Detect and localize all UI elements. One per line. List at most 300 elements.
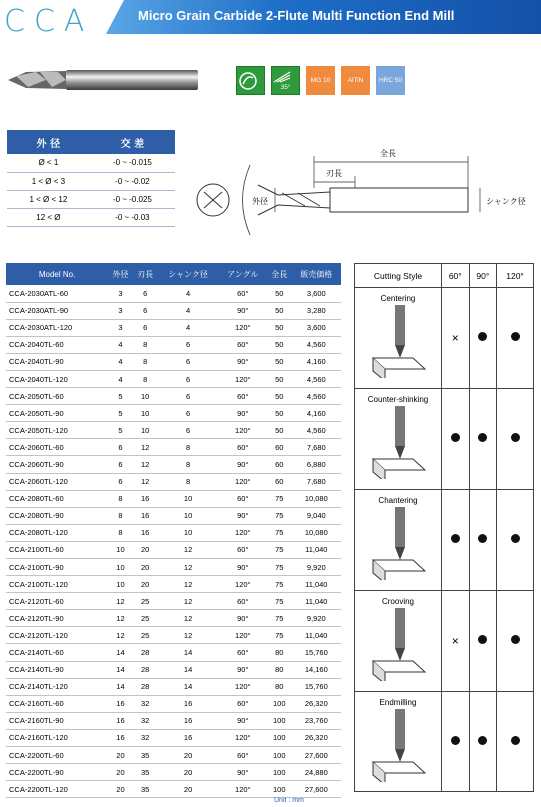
table-cell: 10: [108, 541, 133, 558]
model-number: CCA-2050TL-60: [6, 388, 108, 405]
table-cell: 120°: [219, 781, 267, 798]
table-cell: 80: [267, 678, 292, 695]
model-number: CCA-2200TL-90: [6, 764, 108, 781]
table-cell: 28: [133, 661, 158, 678]
model-number: CCA-2030ATL-120: [6, 319, 108, 336]
table-cell: 9,040: [292, 507, 341, 524]
table-cell: 3: [108, 285, 133, 302]
unit-label: Unit : mm: [274, 797, 304, 804]
table-cell: 10: [133, 405, 158, 422]
model-number: CCA-2140TL-120: [6, 678, 108, 695]
table-cell: 75: [267, 559, 292, 576]
column-header: 全長: [267, 263, 292, 285]
table-cell: 4,160: [292, 353, 341, 370]
table-cell: 14: [108, 678, 133, 695]
table-row: [6, 559, 341, 576]
compatibility-cell: [442, 388, 470, 489]
table-row: [355, 489, 534, 590]
cutting-style-label: Counter-shinking: [367, 394, 429, 404]
model-number: CCA-2160TL-120: [6, 729, 108, 746]
table-row: [355, 590, 534, 691]
model-number: CCA-2120TL-120: [6, 627, 108, 644]
table-cell: 75: [267, 576, 292, 593]
table-row: [355, 288, 534, 389]
table-cell: 50: [267, 405, 292, 422]
table-cell: 100: [267, 712, 292, 729]
dot-icon: [511, 332, 520, 341]
table-cell: 75: [267, 610, 292, 627]
table-cell: 120°: [219, 370, 267, 387]
table-cell: 6: [108, 473, 133, 490]
table-cell: 16: [108, 695, 133, 712]
table-cell: 3,600: [292, 319, 341, 336]
table-row: [6, 422, 341, 439]
table-cell: 100: [267, 695, 292, 712]
table-cell: 3: [108, 319, 133, 336]
table-cell: 50: [267, 353, 292, 370]
table-cell: 75: [267, 507, 292, 524]
cutting-style-label: Crooving: [381, 596, 414, 606]
compatibility-cell: [497, 288, 534, 389]
table-cell: 6: [133, 319, 158, 336]
table-cell: 3,600: [292, 285, 341, 302]
table-cell: 12: [157, 610, 218, 627]
table-cell: 8: [108, 507, 133, 524]
tolerance-table: [7, 130, 175, 227]
table-cell: 16: [108, 729, 133, 746]
compatibility-cell: [469, 489, 497, 590]
table-cell: 20: [108, 764, 133, 781]
column-header: Cutting Style: [355, 264, 442, 288]
table-cell: 14: [157, 644, 218, 661]
table-cell: 90°: [219, 456, 267, 473]
table-cell: 90°: [219, 507, 267, 524]
compatibility-cell: [497, 489, 534, 590]
table-cell: 6: [133, 302, 158, 319]
table-cell: 10: [108, 576, 133, 593]
model-number: CCA-2140TL-60: [6, 644, 108, 661]
model-number: CCA-2100TL-60: [6, 541, 108, 558]
model-number: CCA-2060TL-120: [6, 473, 108, 490]
table-cell: -0 ~ -0.025: [90, 190, 175, 208]
cutting-style-cell: [355, 590, 442, 691]
column-header: Model No.: [6, 263, 108, 285]
table-cell: 60°: [219, 695, 267, 712]
table-cell: 16: [133, 507, 158, 524]
compatibility-cell: [469, 590, 497, 691]
table-cell: 6: [157, 405, 218, 422]
table-cell: 10: [157, 507, 218, 524]
table-row: [6, 541, 341, 558]
dot-icon: [478, 736, 487, 745]
shank-label: シャンク径: [486, 197, 526, 206]
model-number: CCA-2120TL-60: [6, 593, 108, 610]
table-cell: 16: [133, 524, 158, 541]
table-cell: 90°: [219, 712, 267, 729]
table-cell: 20: [133, 541, 158, 558]
model-number: CCA-2100TL-90: [6, 559, 108, 576]
table-cell: 4: [108, 370, 133, 387]
model-number: CCA-2120TL-90: [6, 610, 108, 627]
table-cell: 35: [133, 781, 158, 798]
table-cell: 75: [267, 593, 292, 610]
table-cell: 75: [267, 541, 292, 558]
table-cell: 14: [157, 661, 218, 678]
table-cell: 27,600: [292, 747, 341, 764]
table-row: [6, 729, 341, 746]
table-cell: 6: [157, 370, 218, 387]
table-cell: 100: [267, 781, 292, 798]
end-mill-photo: [6, 60, 201, 100]
table-cell: 11,040: [292, 576, 341, 593]
table-row: [6, 524, 341, 541]
table-row: [6, 285, 341, 302]
cutting-style-cell: [355, 489, 442, 590]
model-number: CCA-2100TL-120: [6, 576, 108, 593]
table-cell: 12: [157, 576, 218, 593]
compatibility-cell: [469, 691, 497, 792]
table-cell: 50: [267, 370, 292, 387]
table-row: [7, 172, 175, 190]
table-cell: 4,160: [292, 405, 341, 422]
cutting-illustration: [363, 505, 433, 580]
table-cell: 4,560: [292, 422, 341, 439]
table-cell: 90°: [219, 661, 267, 678]
column-header: アングル: [219, 263, 267, 285]
cutting-style-label: Chantering: [378, 495, 418, 505]
table-cell: 80: [267, 644, 292, 661]
table-row: [7, 208, 175, 226]
spec-table: [6, 263, 341, 798]
model-number: CCA-2040TL-90: [6, 353, 108, 370]
table-cell: 4: [157, 302, 218, 319]
coating-icon: [341, 66, 370, 95]
table-row: [6, 712, 341, 729]
table-cell: 120°: [219, 729, 267, 746]
cutting-style-cell: [355, 691, 442, 792]
table-row: [7, 190, 175, 208]
table-cell: 15,760: [292, 644, 341, 661]
column-header: 120°: [497, 264, 534, 288]
table-cell: 15,760: [292, 678, 341, 695]
table-cell: 8: [133, 353, 158, 370]
table-cell: 6: [133, 285, 158, 302]
table-cell: 60°: [219, 439, 267, 456]
table-cell: 60°: [219, 541, 267, 558]
compatibility-cell: [442, 489, 470, 590]
table-cell: 4,560: [292, 388, 341, 405]
table-cell: 10: [133, 388, 158, 405]
table-cell: 75: [267, 490, 292, 507]
table-cell: 75: [267, 627, 292, 644]
table-cell: 8: [157, 439, 218, 456]
compatibility-cell: [442, 288, 470, 389]
model-number: CCA-2040TL-60: [6, 336, 108, 353]
table-row: [6, 627, 341, 644]
table-cell: 60°: [219, 336, 267, 353]
table-row: [6, 576, 341, 593]
table-row: [6, 319, 341, 336]
table-cell: 120°: [219, 576, 267, 593]
table-row: [6, 302, 341, 319]
table-cell: 6: [108, 456, 133, 473]
table-cell: 26,320: [292, 729, 341, 746]
badge-label: 35°: [280, 83, 291, 91]
table-cell: 10: [157, 490, 218, 507]
table-cell: 120°: [219, 678, 267, 695]
table-cell: 20: [157, 747, 218, 764]
table-cell: 1 < Ø < 12: [7, 190, 90, 208]
cutting-illustration: [363, 404, 433, 479]
compatibility-cell: [497, 590, 534, 691]
table-cell: 60°: [219, 644, 267, 661]
table-cell: 1 < Ø < 3: [7, 172, 90, 190]
table-cell: 20: [108, 747, 133, 764]
table-cell: 6: [157, 388, 218, 405]
table-cell: 50: [267, 319, 292, 336]
table-cell: 100: [267, 764, 292, 781]
column-header: 90°: [469, 264, 497, 288]
badge-label: MG 10: [310, 76, 331, 84]
dot-icon: [478, 635, 487, 644]
table-row: [355, 388, 534, 489]
table-cell: 6: [157, 336, 218, 353]
dot-icon: [451, 433, 460, 442]
hardness-icon: [376, 66, 405, 95]
table-cell: 120°: [219, 627, 267, 644]
table-row: [7, 154, 175, 172]
table-cell: 8: [108, 490, 133, 507]
badge-label: AlTiN: [347, 76, 364, 84]
table-cell: 28: [133, 644, 158, 661]
table-cell: 6: [157, 353, 218, 370]
table-cell: 120°: [219, 422, 267, 439]
table-cell: 25: [133, 627, 158, 644]
compatibility-cell: [497, 388, 534, 489]
model-number: CCA-2080TL-60: [6, 490, 108, 507]
table-cell: 3: [108, 302, 133, 319]
cutting-illustration: [363, 303, 433, 378]
dot-icon: [511, 534, 520, 543]
table-cell: 3,280: [292, 302, 341, 319]
table-cell: 60: [267, 456, 292, 473]
table-cell: 20: [157, 781, 218, 798]
model-number: CCA-2160TL-60: [6, 695, 108, 712]
table-cell: 12: [133, 473, 158, 490]
table-cell: 12: [108, 593, 133, 610]
cutting-style-cell: [355, 288, 442, 389]
table-cell: 7,680: [292, 473, 341, 490]
table-cell: 50: [267, 388, 292, 405]
column-header: 外径: [108, 263, 133, 285]
model-number: CCA-2160TL-90: [6, 712, 108, 729]
table-cell: 35: [133, 764, 158, 781]
table-cell: 90°: [219, 610, 267, 627]
table-cell: 32: [133, 695, 158, 712]
table-cell: 25: [133, 610, 158, 627]
table-cell: 120°: [219, 473, 267, 490]
dot-icon: [451, 534, 460, 543]
table-row: [6, 661, 341, 678]
table-cell: 16: [157, 712, 218, 729]
table-cell: 12: [108, 627, 133, 644]
table-cell: 12: [157, 559, 218, 576]
compatibility-cell: [497, 691, 534, 792]
table-row: [6, 336, 341, 353]
dot-icon: [511, 433, 520, 442]
table-cell: 16: [133, 490, 158, 507]
table-row: [6, 747, 341, 764]
table-cell: 14,160: [292, 661, 341, 678]
table-cell: 60: [267, 473, 292, 490]
brand-logo: CCA: [4, 4, 94, 39]
model-number: CCA-2050TL-120: [6, 422, 108, 439]
table-cell: 100: [267, 747, 292, 764]
table-cell: 50: [267, 302, 292, 319]
overall-length-label: 全長: [380, 149, 396, 158]
table-cell: 60°: [219, 747, 267, 764]
dimension-drawing: [190, 140, 535, 250]
table-cell: 8: [108, 524, 133, 541]
table-cell: 80: [267, 661, 292, 678]
column-header: シャンク径: [157, 263, 218, 285]
table-cell: 7,680: [292, 439, 341, 456]
cutting-style-table: [354, 263, 534, 792]
table-row: [6, 507, 341, 524]
table-cell: 35: [133, 747, 158, 764]
table-cell: 23,760: [292, 712, 341, 729]
table-cell: 26,320: [292, 695, 341, 712]
table-cell: 60°: [219, 285, 267, 302]
table-cell: 100: [267, 729, 292, 746]
table-cell: 11,040: [292, 541, 341, 558]
column-header: 60°: [442, 264, 470, 288]
tolerance-header-diameter: 外 径: [7, 130, 90, 154]
table-cell: 20: [157, 764, 218, 781]
table-cell: 4,560: [292, 370, 341, 387]
column-header: 販売価格: [292, 263, 341, 285]
table-cell: 12: [133, 456, 158, 473]
table-cell: 9,920: [292, 559, 341, 576]
table-cell: 8: [157, 456, 218, 473]
table-row: [355, 691, 534, 792]
table-row: [6, 388, 341, 405]
table-cell: 10: [133, 422, 158, 439]
table-cell: 9,920: [292, 610, 341, 627]
table-cell: 10,080: [292, 524, 341, 541]
table-row: [6, 405, 341, 422]
table-cell: 60: [267, 439, 292, 456]
table-cell: 6: [108, 439, 133, 456]
model-number: CCA-2200TL-60: [6, 747, 108, 764]
table-cell: 50: [267, 285, 292, 302]
table-cell: 5: [108, 422, 133, 439]
compatibility-cell: [469, 288, 497, 389]
table-row: [6, 764, 341, 781]
table-cell: 28: [133, 678, 158, 695]
model-number: CCA-2050TL-90: [6, 405, 108, 422]
table-cell: 90°: [219, 405, 267, 422]
flute-length-label: 刃長: [326, 169, 342, 178]
table-cell: 10: [108, 559, 133, 576]
table-cell: 32: [133, 729, 158, 746]
table-cell: 14: [108, 661, 133, 678]
table-cell: 20: [133, 559, 158, 576]
page-title: Micro Grain Carbide 2-Flute Multi Function End Mill: [138, 8, 455, 23]
table-cell: 27,600: [292, 781, 341, 798]
table-cell: 90°: [219, 764, 267, 781]
model-number: CCA-2060TL-60: [6, 439, 108, 456]
compatibility-cell: [469, 388, 497, 489]
table-cell: -0 ~ -0.03: [90, 208, 175, 226]
table-cell: 75: [267, 524, 292, 541]
table-cell: -0 ~ -0.015: [90, 154, 175, 172]
table-cell: 32: [133, 712, 158, 729]
dot-icon: [451, 736, 460, 745]
table-row: [6, 473, 341, 490]
table-row: [6, 490, 341, 507]
table-cell: 90°: [219, 559, 267, 576]
cross-mark: ×: [451, 633, 459, 648]
table-cell: 60°: [219, 593, 267, 610]
dot-icon: [478, 433, 487, 442]
table-cell: 10: [157, 524, 218, 541]
table-cell: 12 < Ø: [7, 208, 90, 226]
model-number: CCA-2040TL-120: [6, 370, 108, 387]
table-row: [6, 370, 341, 387]
table-cell: 14: [157, 678, 218, 695]
table-cell: 4: [108, 336, 133, 353]
tolerance-header-tolerance: 交 差: [90, 130, 175, 154]
cross-mark: ×: [451, 330, 459, 345]
table-cell: 50: [267, 422, 292, 439]
model-number: CCA-2030ATL-90: [6, 302, 108, 319]
dot-icon: [511, 736, 520, 745]
table-row: [6, 439, 341, 456]
helix-icon: [236, 66, 265, 95]
table-cell: 4,560: [292, 336, 341, 353]
table-cell: 6,880: [292, 456, 341, 473]
model-number: CCA-2080TL-120: [6, 524, 108, 541]
cutting-illustration: [363, 707, 433, 782]
table-cell: 8: [157, 473, 218, 490]
column-header: 刃長: [133, 263, 158, 285]
model-number: CCA-2060TL-90: [6, 456, 108, 473]
table-cell: 12: [108, 610, 133, 627]
cutting-style-label: Endmilling: [379, 697, 417, 707]
table-cell: 8: [133, 336, 158, 353]
model-number: CCA-2030ATL-60: [6, 285, 108, 302]
cutting-style-label: Centering: [380, 294, 416, 303]
table-row: [6, 781, 341, 798]
table-cell: 5: [108, 405, 133, 422]
table-cell: 4: [108, 353, 133, 370]
mg-icon: [306, 66, 335, 95]
table-cell: 10,080: [292, 490, 341, 507]
table-row: [6, 695, 341, 712]
compatibility-cell: [442, 691, 470, 792]
table-cell: 20: [108, 781, 133, 798]
table-row: [6, 353, 341, 370]
table-cell: 12: [133, 439, 158, 456]
table-cell: 20: [133, 576, 158, 593]
table-cell: 90°: [219, 302, 267, 319]
table-cell: 4: [157, 319, 218, 336]
table-cell: 60°: [219, 388, 267, 405]
dot-icon: [478, 534, 487, 543]
table-cell: 50: [267, 336, 292, 353]
table-cell: Ø < 1: [7, 154, 90, 172]
